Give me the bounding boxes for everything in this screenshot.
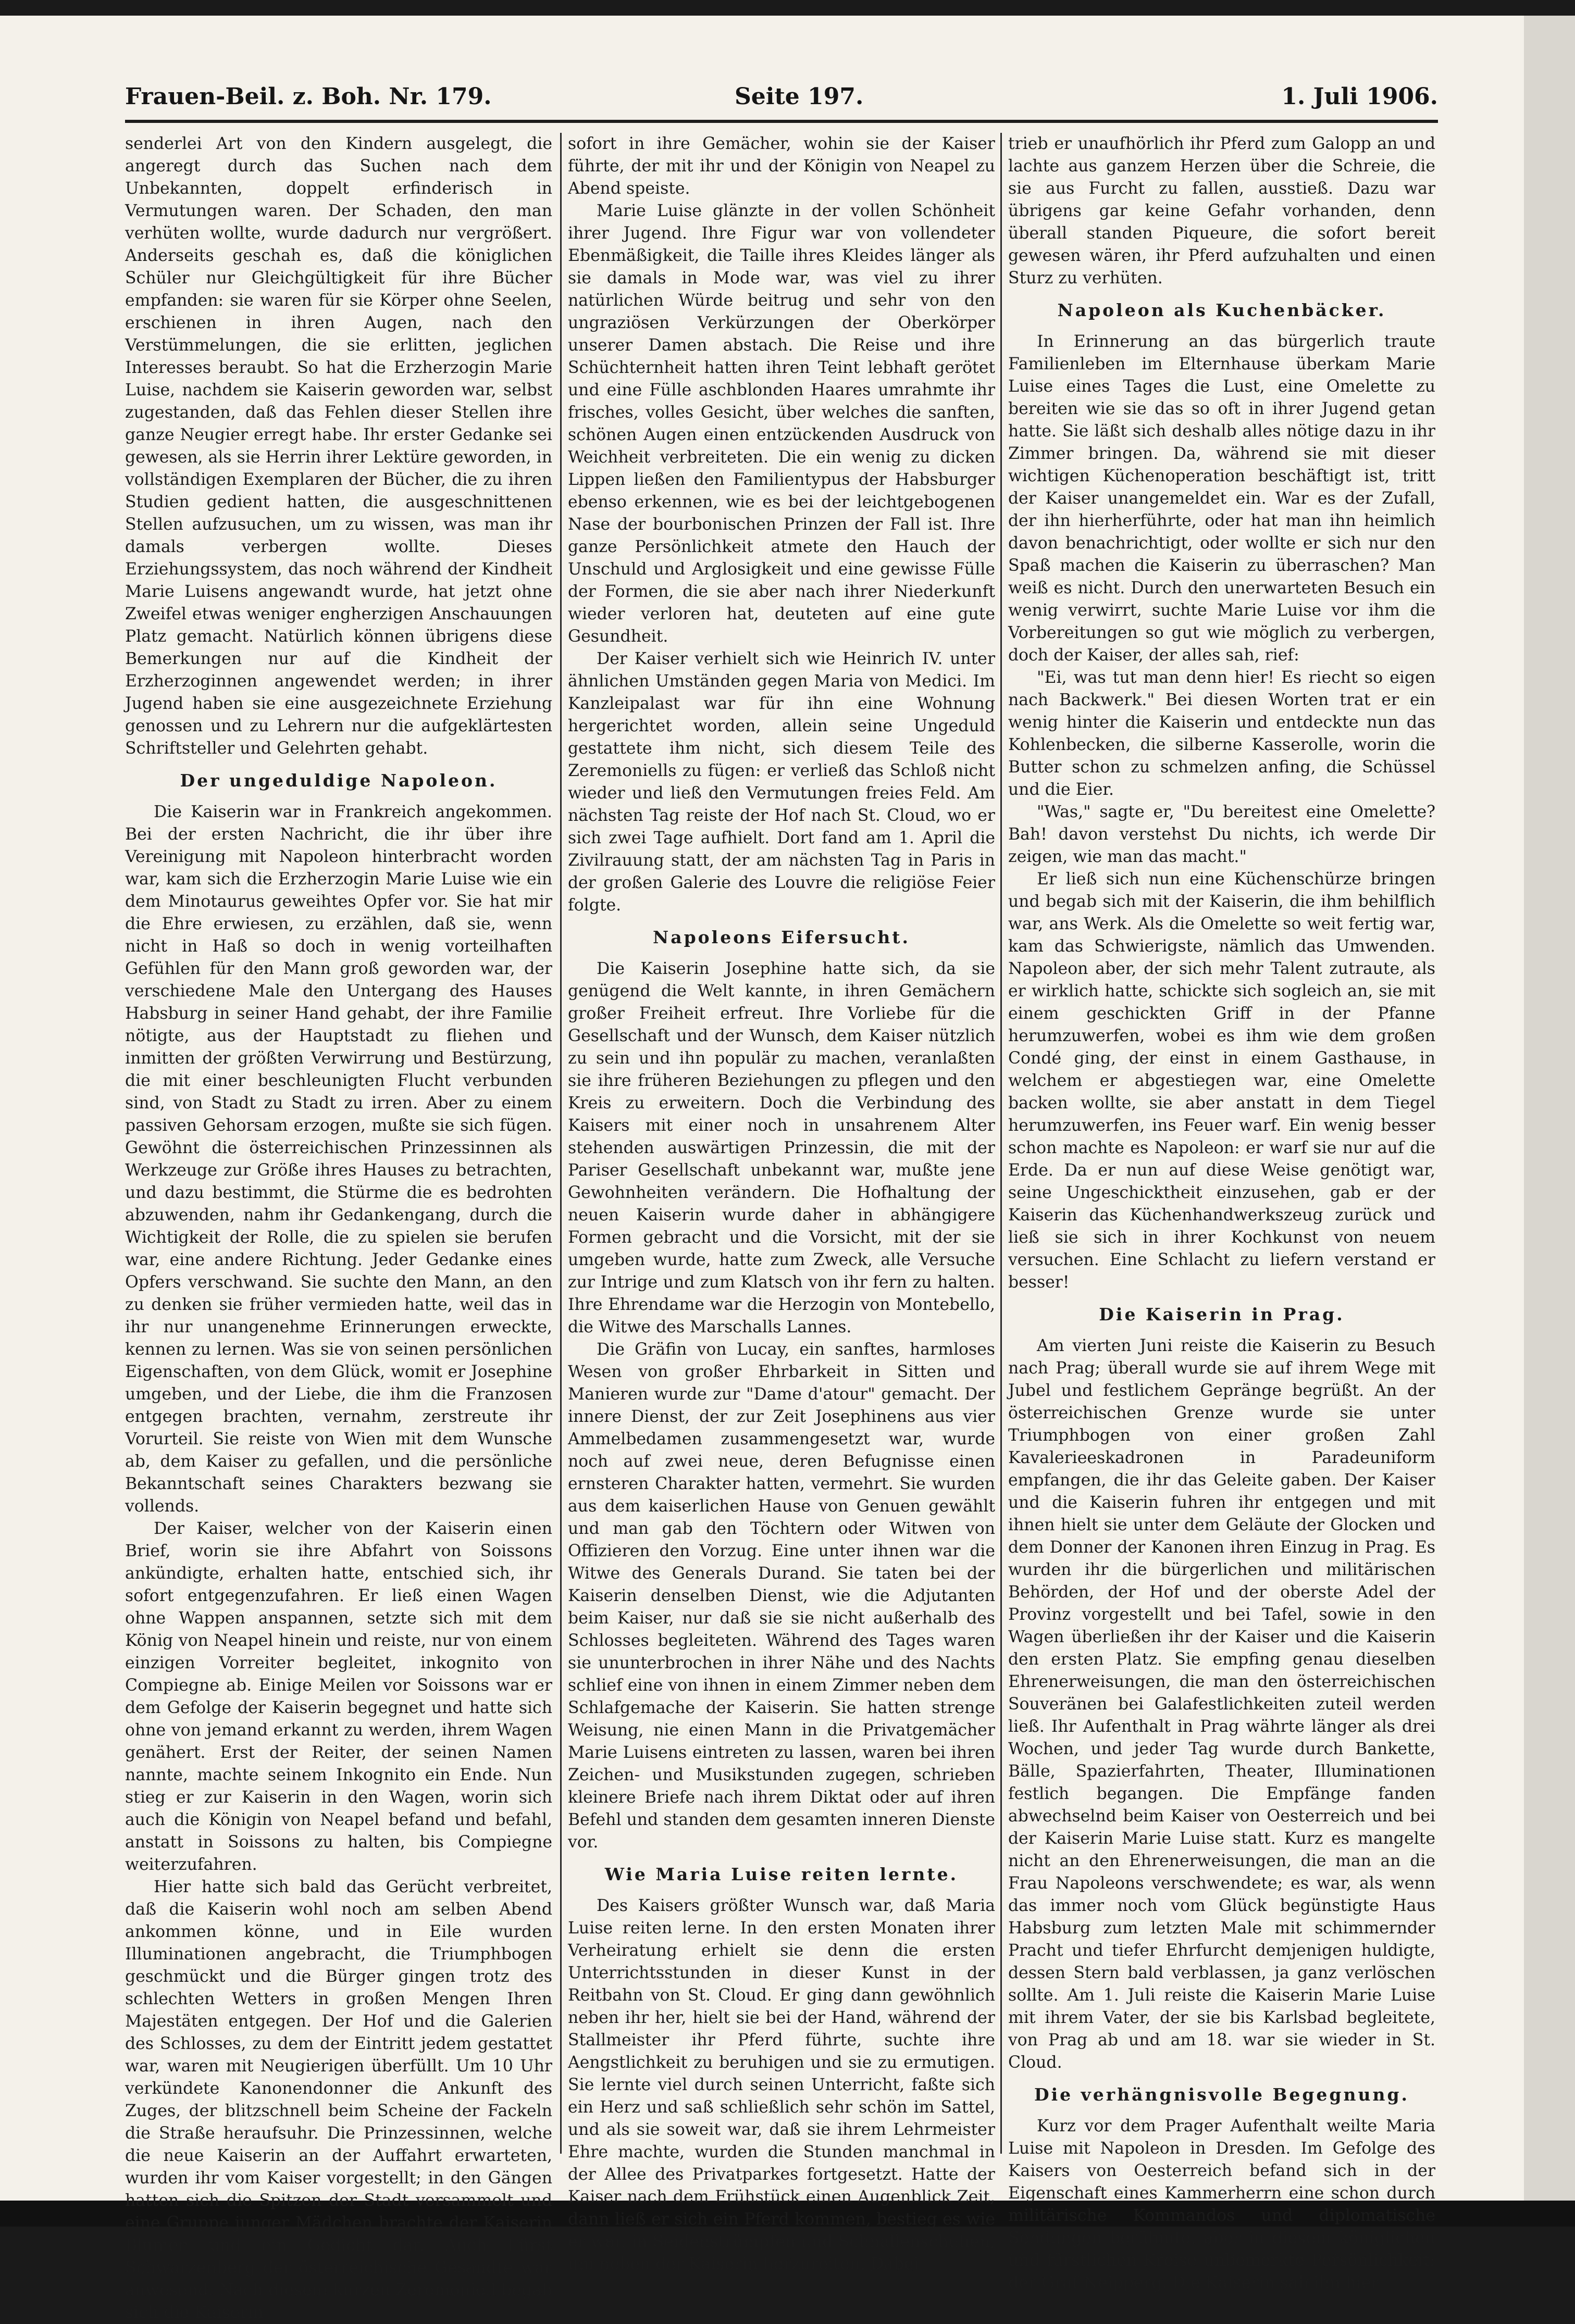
- column-divider-2: [1000, 133, 1002, 2154]
- col1-paragraph-3: Der Kaiser, welcher von der Kaiserin einen Brief, worin sie ihre Abfahrt von Soissons ankündigte, erhalten hatte, entschied sich, ihr sofort entgegenzufahren. Er ließ einen Wagen ohne Wappen anspannen, setzte sich mit dem König von Neapel hinein und reiste, nur von einem einzigen Vorreiter begleitet, inkognito von Compiegne ab. Einige Meilen vor Soissons war er dem Gefolge der Kaiserin begegnet und hatte sich ohne von jemand erkannt zu werden, ihrem Wagen genähert. Erst der Reiter, der seinen Namen nannte, machte seinem Inkognito ein Ende. Nun stieg er zur Kaiserin in den Wagen, worin sich auch die Königin von Neapel befand und befahl, anstatt in Soissons zu halten, bis Compiegne weiterzufahren.: [125, 1519, 552, 1874]
- col2-paragraph-4: Die Kaiserin Josephine hatte sich, da sie genügend die Welt kannte, in ihren Gemächern großer Freiheit erfreut. Ihre Vorliebe für die Gesellschaft und der Wunsch, dem Kaiser nützlich zu sein und ihn populär zu machen, veranlaßten sie ihre früheren Beziehungen zu pflegen und den Kreis zu erweitern. Doch die Verbindung des Kaisers mit einer noch in unsahrenem Alter stehenden auswärtigen Prinzessin, die mit der Pariser Gesellschaft unbekannt war, mußte jene Gewohnheiten verändern. Die Hofhaltung der neuen Kaiserin wurde daher in abhängigere Formen gebracht und die Vorsicht, mit der sie umgeben wurde, hatte zum Zweck, alle Versuche zur Intrige und zum Klatsch von ihr fern zu halten. Ihre Ehrendame war die Herzogin von Montebello, die Witwe des Marschalls Lannes.: [568, 959, 995, 1336]
- column-3: [1008, 133, 1435, 2292]
- col3-paragraph-1: trieb er unaufhörlich ihr Pferd zum Galopp an und lachte aus ganzem Herzen über die Schreie, die sie aus Furcht zu fallen, ausstieß. Dazu war übrigens gar keine Gefahr vorhanden, denn überall standen Piqueure, die sofort bereit gewesen wären, ihr Pferd aufzuhalten und einen Sturz zu verhüten.: [1008, 134, 1435, 288]
- column-2: [568, 133, 995, 2273]
- col2-paragraph-2: Marie Luise glänzte in der vollen Schönheit ihrer Jugend. Ihre Figur war von vollendeter Ebenmäßigkeit, die Taille ihres Kleides länger als sie damals in Mode war, was viel zu ihrer natürlichen Würde beitrug und sehr von den ungraziösen Verkürzungen der Oberkörper unserer Damen abstach. Die Reise und ihre Schüchternheit hatten ihren Teint lebhaft gerötet und eine Fülle aschblonden Haares umrahmte ihr frisches, volles Gesicht, über welches die sanften, schönen Augen einen entzückenden Ausdruck von Weichheit verbreiteten. Die ein wenig zu dicken Lippen ließen den Familientypus der Habsburger ebenso erkennen, wie es bei der leichtgebogenen Nase der bourbonischen Prinzen der Fall ist. Ihre ganze Persönlichkeit atmete den Hauch der Unschuld und Arglosigkeit und eine gewisse Fülle der Formen, die sie aber nach ihrer Niederkunft wieder verloren hat, deuteten auf eine gute Gesundheit.: [568, 202, 995, 646]
- heading-die-verhaengnisvolle-begegnung: Die verhängnisvolle Begegnung.: [1034, 2084, 1410, 2105]
- header-date: 1. Juli 1906.: [1281, 83, 1438, 110]
- heading-der-ungeduldige-napoleon: Der ungeduldige Napoleon.: [180, 770, 498, 791]
- col3-paragraph-3: "Ei, was tut man denn hier! Es riecht so eigen nach Backwerk." Bei diesen Worten trat er ein wenig hinter die Kaiserin und entdeckte nun das Kohlenbecken, die silberne Kasserolle, worin die Butter schon zu schmelzen anfing, die Schüssel und die Eier.: [1008, 668, 1435, 799]
- col3-paragraph-4: "Was," sagte er, "Du bereitest eine Omelette? Bah! davon verstehst Du nichts, ich werde Dir zeigen, wie man das macht.": [1008, 803, 1435, 866]
- col1-paragraph-4: Hier hatte sich bald das Gerücht verbreitet, daß die Kaiserin wohl noch am selben Abend ankommen könne, und in Eile wurden Illuminationen angebracht, die Triumphbogen geschmückt und die Bürger gingen trotz des schlechten Wetters in großen Mengen Ihren Majestäten entgegen. Der Hof und die Galerien des Schlosses, zu dem der Eintritt jedem gestattet war, waren mit Neugierigen überfüllt. Um 10 Uhr verkündete Kanonendonner die Ankunft des Zuges, der blitzschnell beim Scheine der Fackeln die Straße heraufsuhr. Die Prinzessinnen, welche die neue Kaiserin an der Auffahrt erwarteten, wurden ihr vom Kaiser vorgestellt; in den Gängen hatten sich die Spitzen der Stadt versammelt und eine Gruppe junger Mädchen brachte der Kaiserin Blumen und ein Gedicht dar. Auch Fürst Schwarzenberg der österreichische Gesandte war anwesend. Nach diesem kurzen Zeremoniell begab sich die Kaiserin: [125, 1878, 552, 2322]
- heading-napoleon-als-kuchenbaecker: Napoleon als Kuchenbäcker.: [1057, 300, 1386, 320]
- header-rule: [125, 120, 1438, 123]
- col3-paragraph-6: Am vierten Juni reiste die Kaiserin zu Besuch nach Prag; überall wurde sie auf ihrem Wege mit Jubel und festlichem Gepränge begrüßt. An der österreichischen Grenze wurde sie unter Triumphbogen von einer großen Zahl Kavalerieeskadronen in Paradeuniform empfangen, die ihr das Geleite gaben. Der Kaiser und die Kaiserin fuhren ihr entgegen und mit ihnen hielt sie unter dem Geläute der Glocken und dem Donner der Kanonen ihren Einzug in Prag. Es wurden ihr die bürgerlichen und militärischen Behörden, der Hof und der oberste Adel der Provinz vorgestellt und bei Tafel, sowie in den Wagen überließen ihr der Kaiser und die Kaiserin den ersten Platz. Sie empfing genau dieselben Ehrenerweisungen, die man den österreichischen Souveränen bei Galafestlichkeiten zuteil werden ließ. Ihr Aufenthalt in Prag währte länger als drei Wochen, und jeder Tag wurde durch Bankette, Bälle, Spazierfahrten, Theater, Illuminationen festlich begangen. Die Empfänge fanden abwechselnd beim Kaiser von Oesterreich und bei der Kaiserin Marie Luise statt. Kurz es mangelte nicht an den Ehrenerweisungen, die man an die Frau Napoleons verschwendete; es war, als wenn das immer noch vom Glück begünstigte Haus Habsburg zum letzten Male mit schimmernder Pracht und tiefer Ehrfurcht demjenigen huldigte, dessen Stern bald verblassen, ja ganz verlöschen sollte. Am 1. Juli reiste die Kaiserin Marie Luise mit ihrem Vater, der sie bis Karlsbad begleitete, von Prag ab und am 18. war sie wieder in St. Cloud.: [1008, 1336, 1435, 2072]
- col3-paragraph-7: Kurz vor dem Prager Aufenthalt weilte Maria Luise mit Napoleon in Dresden. Im Gefolge des Kaisers von Oesterreich befand sich in der Eigenschaft eines Kammerherrn eine schon durch militärische Kommandos und diplomatische Sendungen berühmte, aber in diesem königlichen und fürstlichen Kreise unbemerkte Persönlichkeit: der Graf Neipperg. Die Kaiserin sah ihn hier: [1008, 2117, 1435, 2292]
- page-header: [125, 83, 1438, 120]
- col3-paragraph-5: Er ließ sich nun eine Küchenschürze bringen und begab sich mit der Kaiserin, die ihm behilflich war, ans Werk. Als die Omelette so weit fertig war, kam das Schwierigste, nämlich das Umwenden. Napoleon aber, der sich mehr Talent zutraute, als er wirklich hatte, schickte sich sogleich an, sie mit einem geschickten Griff in der Pfanne herumzuwerfen, wobei es ihm wie dem großen Condé ging, der einst in einem Gasthause, in welchem er abgestiegen war, eine Omelette backen wollte, sie aber anstatt in dem Tiegel herumzuwerfen, ins Feuer warf. Ein wenig besser schon machte es Napoleon: er warf sie nur auf die Erde. Da er nun auf diese Weise genötigt war, seine Ungeschicktheit einzusehen, gab er der Kaiserin das Küchenhandwerkszeug zurück und ließ sie sich in ihrer Kochkunst von neuem versuchen. Eine Schlacht zu liefern verstand er besser!: [1008, 870, 1435, 1292]
- page-edge-right: [1524, 16, 1575, 2227]
- column-1: [125, 133, 552, 2322]
- col2-paragraph-6: Des Kaisers größter Wunsch war, daß Maria Luise reiten lerne. In den ersten Monaten ihrer Verheiratung erhielt sie denn die ersten Unterrichtsstunden in dieser Kunst in der Reitbahn von St. Cloud. Er ging dann gewöhnlich neben ihr her, hielt sie bei der Hand, während der Stallmeister ihr Pferd führte, suchte ihre Aengstlichkeit zu beruhigen und sie zu ermutigen. Sie lernte viel durch seinen Unterricht, faßte sich ein Herz und saß schließlich sehr schön im Sattel, und als sie soweit war, daß sie ihrem Lehrmeister Ehre machte, wurden die Stunden manchmal in der Allee des Privatparkes fortgesetzt. Hatte der Kaiser nach dem Frühstück einen Augenblick Zeit, dann ließ er sich ein Pferd kommen, bestieg es wie er war, in Seidenstrümpfen und Schnallenschuhen, um neben der Kaiserin herzureiten. Dabei: [568, 1896, 995, 2273]
- col1-paragraph-1: senderlei Art von den Kindern ausgelegt, die angeregt durch das Suchen nach dem Unbekannten, doppelt erfinderisch in Vermutungen waren. Der Schaden, den man verhüten wollte, wurde dadurch nur vergrößert. Anderseits geschah es, daß die königlichen Schüler nur Gleichgültigkeit für ihre Bücher empfanden: sie waren für sie Körper ohne Seelen, erschienen in ihren Augen, nach den Verstümmelungen, die sie erlitten, jeglichen Interesses beraubt. So hat die Erzherzogin Marie Luise, nachdem sie Kaiserin geworden war, selbst zugestanden, daß das Fehlen dieser Stellen ihre ganze Neugier erregt habe. Ihr erster Gedanke sei gewesen, als sie Herrin ihrer Lektüre geworden, in vollständigen Exemplaren der Bücher, die zu ihren Studien gedient hatten, die ausgeschnittenen Stellen aufzusuchen, um zu wissen, was man ihr damals verbergen wollte. Dieses Erziehungssystem, das noch während der Kindheit Marie Luisens angewandt wurde, hat jetzt ohne Zweifel etwas weniger engherzigen Anschauungen Platz gemacht. Natürlich können übrigens diese Bemerkungen nur auf die Kindheit der Erzherzoginnen angewendet werden; in ihrer Jugend haben sie eine ausgezeichnete Erziehung genossen und zu Lehrern nur die aufgeklärtesten Schriftsteller und Gelehrten gehabt.: [125, 134, 552, 758]
- col2-paragraph-1: sofort in ihre Gemächer, wohin sie der Kaiser führte, der mit ihr und der Königin von Neapel zu Abend speiste.: [568, 134, 995, 198]
- col2-paragraph-5: Die Gräfin von Lucay, ein sanftes, harmloses Wesen von großer Ehrbarkeit in Sitten und Manieren wurde zur "Dame d'atour" gemacht. Der innere Dienst, der zur Zeit Josephinens aus vier Ammelbedamen zusammengesetzt war, wurde noch auf zwei neue, deren Befugnisse einen ernsteren Charakter hatten, vermehrt. Sie wurden aus dem kaiserlichen Hause von Genuen gewählt und man gab den Töchtern oder Witwen von Offizieren den Vorzug. Eine unter ihnen war die Witwe des Generals Durand. Sie taten bei der Kaiserin denselben Dienst, wie die Adjutanten beim Kaiser, nur daß sie sie nicht außerhalb des Schlosses begleiteten. Während des Tages waren sie ununterbrochen in ihrer Nähe und des Nachts schlief eine von ihnen in einem Zimmer neben dem Schlafgemache der Kaiserin. Sie hatten strenge Weisung, nie einen Mann in die Privatgemächer Marie Luisens eintreten zu lassen, waren bei ihren Zeichen- und Musikstunden zugegen, schrieben kleinere Briefe nach ihrem Diktat oder auf ihren Befehl und standen dem gesamten inneren Dienste vor.: [568, 1340, 995, 1852]
- col3-paragraph-2: In Erinnerung an das bürgerlich traute Familienleben im Elternhause überkam Marie Luise eines Tages die Lust, eine Omelette zu bereiten wie sie das so oft in ihrer Jugend getan hatte. Sie läßt sich deshalb alles nötige dazu in ihr Zimmer bringen. Da, während sie mit dieser wichtigen Küchenoperation beschäftigt ist, tritt der Kaiser unangemeldet ein. War es der Zufall, der ihn hierherführte, oder hat man ihn heimlich davon benachrichtigt, oder wollte er sich nur den Spaß machen die Kaiserin zu überraschen? Man weiß es nicht. Durch den unerwarteten Besuch ein wenig verwirrt, suchte Marie Luise vor ihm die Vorbereitungen so gut wie möglich zu verbergen, doch der Kaiser, der alles sah, rief:: [1008, 332, 1435, 665]
- column-divider-1: [560, 133, 562, 2154]
- heading-napoleons-eifersucht: Napoleons Eifersucht.: [653, 927, 910, 947]
- col2-paragraph-3: Der Kaiser verhielt sich wie Heinrich IV. unter ähnlichen Umständen gegen Maria von Medici. Im Kanzleipalast war für ihn eine Wohnung hergerichtet worden, allein seine Ungeduld gestattete ihm nicht, sich diesem Teile des Zeremoniells zu fügen: er verließ das Schloß nicht wieder und ließ den Vermutungen freies Feld. Am nächsten Tag reiste der Hof nach St. Cloud, wo er sich zwei Tage aufhielt. Dort fand am 1. April die Zivilrauung statt, der am nächsten Tag in Paris in der großen Galerie des Louvre die religiöse Feier folgte.: [568, 649, 995, 915]
- header-page-number: Seite 197.: [735, 83, 864, 110]
- header-publication: Frauen-Beil. z. Boh. Nr. 179.: [125, 83, 492, 110]
- col1-paragraph-2: Die Kaiserin war in Frankreich angekommen. Bei der ersten Nachricht, die ihr über ihre Vereinigung mit Napoleon hinterbracht worden war, kam sich die Erzherzogin Marie Luise wie ein dem Minotaurus geweihtes Opfer vor. Sie hat mir die Ehre erwiesen, zu erzählen, daß sie, wenn nicht in Haß so doch in wenig vorteilhaften Gefühlen für den Mann groß geworden war, der verschiedene Male den Untergang des Hauses Habsburg in seiner Hand gehabt, der ihre Familie nötigte, aus der Hauptstadt zu fliehen und inmitten der größten Verwirrung und Bestürzung, die mit einer beschleunigten Flucht verbunden sind, von Stadt zu Stadt zu irren. Aber zu einem passiven Gehorsam erzogen, mußte sie sich fügen. Gewöhnt die österreichischen Prinzessinnen als Werkzeuge zur Größe ihres Hauses zu betrachten, und dazu bestimmt, die Stürme die es bedrohten abzuwenden, nahm ihr Gedankengang, durch die Wichtigkeit der Rolle, die zu spielen sie berufen war, eine andere Richtung. Jeder Gedanke eines Opfers verschwand. Sie suchte den Mann, an den zu denken sie früher vermieden hatte, weil das in ihr nur unangenehme Erinnerungen erweckte, kennen zu lernen. Was sie von seinen persönlichen Eigenschaften, von dem Glück, womit er Josephine umgeben, und der Liebe, die ihm die Franzosen entgegen brachten, vernahm, zerstreute ihr Vorurteil. Sie reiste von Wien mit dem Wunsche ab, dem Kaiser zu gefallen, und die persönliche Bekanntschaft seines Charakters bezwang sie vollends.: [125, 803, 552, 1516]
- heading-die-kaiserin-in-prag: Die Kaiserin in Prag.: [1099, 1304, 1345, 1325]
- heading-wie-maria-luise-reiten-lernte: Wie Maria Luise reiten lernte.: [604, 1864, 959, 1884]
